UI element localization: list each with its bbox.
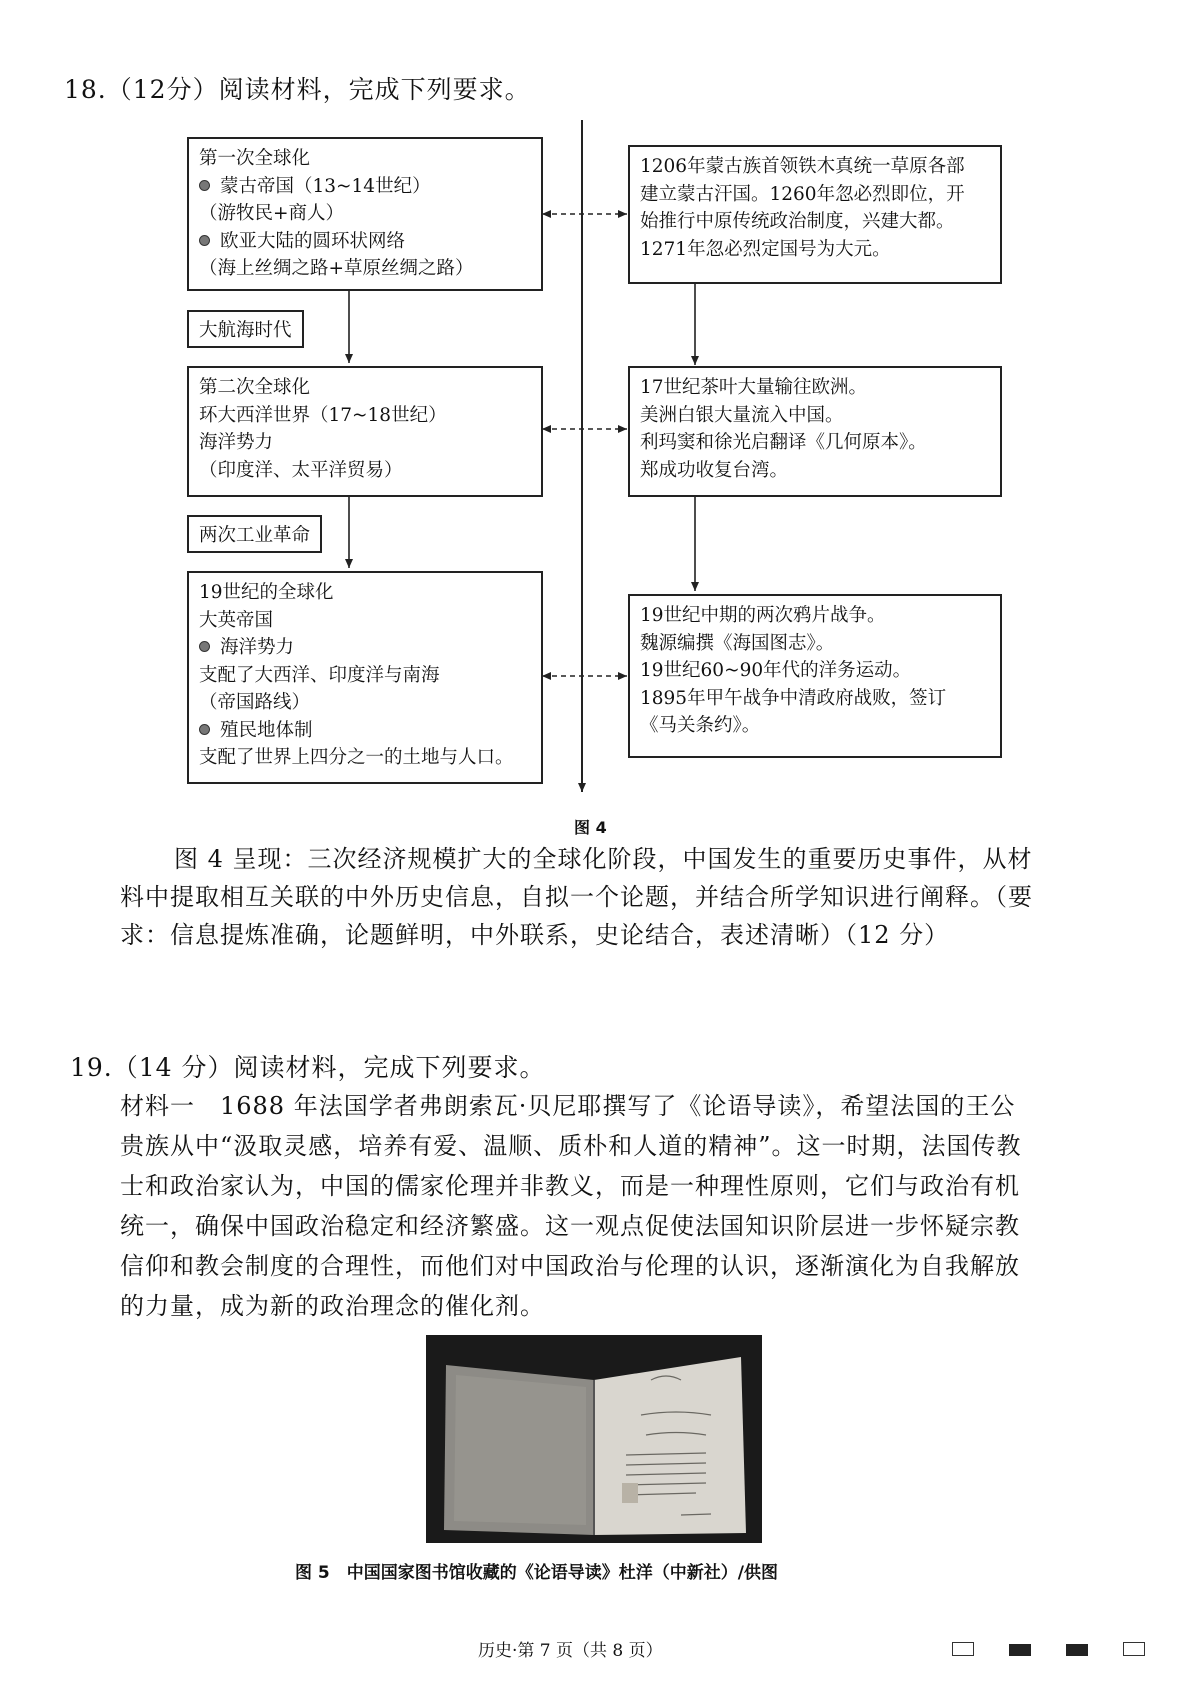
q18-question-line: 料中提取相互关联的中外历史信息，自拟一个论题，并结合所学知识进行阐释。（要	[120, 883, 1033, 911]
material-1-line: 士和政治家认为，中国的儒家伦理并非教义，而是一种理性原则，它们与政治有机	[120, 1172, 1020, 1200]
globalization-line-text: 第二次全球化	[199, 377, 311, 398]
q18-question-line: 图 4 呈现：三次经济规模扩大的全球化阶段，中国发生的重要历史事件，从材	[174, 845, 1033, 873]
globalization-line	[199, 145, 531, 173]
china-event-line: 1271年忽必烈定国号为大元。	[640, 238, 891, 260]
globalization-line	[199, 579, 531, 607]
q19-material-1	[120, 1086, 1160, 1326]
globalization-line	[199, 200, 531, 228]
china-events-box-3	[628, 594, 1002, 758]
globalization-box-1	[187, 137, 543, 291]
mark-solid	[1066, 1644, 1088, 1656]
material-1-line: 信仰和教会制度的合理性，而他们对中国政治与伦理的认识，逐渐演化为自我解放	[120, 1252, 1020, 1280]
globalization-line-text: 支配了大西洋、印度洋与南海	[199, 664, 440, 686]
china-event-line: 始推行中原传统政治制度，兴建大都。	[640, 211, 955, 232]
globalization-line	[199, 662, 531, 690]
bullet-dot-icon	[199, 641, 210, 652]
globalization-line-text: 大英帝国	[199, 609, 274, 631]
bullet-dot-icon	[199, 180, 210, 191]
figure-4-connectors	[0, 0, 1200, 800]
globalization-line	[199, 374, 531, 402]
q19-header: 19.（14 分）阅读材料，完成下列要求。	[70, 1053, 546, 1082]
material-1-line: 统一，确保中国政治稳定和经济繁盛。这一观点促使法国知识阶层进一步怀疑宗教	[120, 1212, 1020, 1240]
globalization-line-text: （帝国路线）	[199, 692, 311, 713]
q18-question	[120, 840, 1160, 954]
globalization-line	[199, 173, 531, 201]
bullet-dot-icon	[199, 724, 210, 735]
registration-marks	[952, 1641, 1145, 1660]
globalization-line-text: （海上丝绸之路+草原丝绸之路）	[199, 258, 474, 279]
china-event-line: 建立蒙古汗国。1260年忽必烈即位，开	[640, 183, 965, 205]
china-event-line: 利玛窦和徐光启翻译《几何原本》。	[640, 432, 927, 453]
globalization-line	[199, 744, 531, 772]
globalization-box-2	[187, 366, 543, 497]
china-event-line: 《马关条约》。	[640, 715, 761, 736]
transition-age-of-discovery: 大航海时代	[187, 310, 304, 348]
material-1-line: 贵族从中“汲取灵感，培养有爱、温顺、质朴和人道的精神”。这一时期，法国传教	[120, 1132, 1022, 1160]
book-illustration	[426, 1335, 762, 1543]
china-event-line: 魏源编撰《海国图志》。	[640, 632, 835, 654]
globalization-line-text: 殖民地体制	[220, 719, 313, 741]
globalization-line-text: 海洋势力	[220, 637, 295, 658]
globalization-line-text: 海洋势力	[199, 432, 274, 453]
china-event-line: 1895年甲午战争中清政府战败，签订	[640, 687, 947, 709]
globalization-line-text: 蒙古帝国（13~14世纪）	[220, 175, 431, 197]
material-1-line: 材料一 1688 年法国学者弗朗索瓦·贝尼耶撰写了《论语导读》，希望法国的王公	[120, 1092, 1016, 1120]
globalization-line-text: （游牧民+商人）	[199, 203, 345, 224]
page-number: 历史·第 7 页（共 8 页）	[478, 1641, 663, 1661]
globalization-line	[199, 607, 531, 635]
globalization-line	[199, 228, 531, 256]
china-event-line: 19世纪中期的两次鸦片战争。	[640, 605, 886, 626]
globalization-line-text: 第一次全球化	[199, 148, 311, 169]
china-event-line: 17世纪茶叶大量输往欧洲。	[640, 377, 868, 398]
globalization-line-text: 环大西洋世界（17~18世纪）	[199, 404, 447, 426]
q18-question-line: 求：信息提炼准确，论题鲜明，中外联系，史论结合，表述清晰）（12 分）	[120, 921, 950, 949]
china-event-line: 19世纪60~90年代的洋务运动。	[640, 660, 912, 681]
globalization-box-3	[187, 571, 543, 784]
figure-4-caption: 图 4	[574, 818, 607, 837]
bullet-dot-icon	[199, 235, 210, 246]
q18-header: 18.（12分）阅读材料，完成下列要求。	[64, 75, 531, 104]
globalization-line	[199, 689, 531, 717]
china-event-line: 美洲白银大量流入中国。	[640, 404, 844, 426]
china-events-box-1	[628, 145, 1002, 284]
mark-hollow	[952, 1642, 974, 1656]
globalization-line-text: 欧亚大陆的圆环状网络	[220, 230, 406, 252]
figure-5-caption: 图 5 中国国家图书馆收藏的《论语导读》杜洋（中新社）/供图	[295, 1563, 778, 1583]
material-1-line: 的力量，成为新的政治理念的催化剂。	[120, 1292, 545, 1320]
china-event-line: 1206年蒙古族首领铁木真统一草原各部	[640, 156, 965, 177]
globalization-line	[199, 717, 531, 745]
globalization-line	[199, 634, 531, 662]
figure-5-book-photo	[426, 1335, 762, 1543]
globalization-line-text: 19世纪的全球化	[199, 582, 334, 603]
globalization-line	[199, 402, 531, 430]
china-events-box-2	[628, 366, 1002, 497]
transition-industrial-revolutions: 两次工业革命	[187, 515, 322, 553]
globalization-line	[199, 429, 531, 457]
globalization-line	[199, 255, 531, 283]
china-event-line: 郑成功收复台湾。	[640, 459, 789, 481]
globalization-line-text: （印度洋、太平洋贸易）	[199, 459, 403, 481]
globalization-line-text: 支配了世界上四分之一的土地与人口。	[199, 747, 514, 768]
mark-hollow	[1123, 1642, 1145, 1656]
globalization-line	[199, 457, 531, 485]
mark-solid	[1009, 1644, 1031, 1656]
